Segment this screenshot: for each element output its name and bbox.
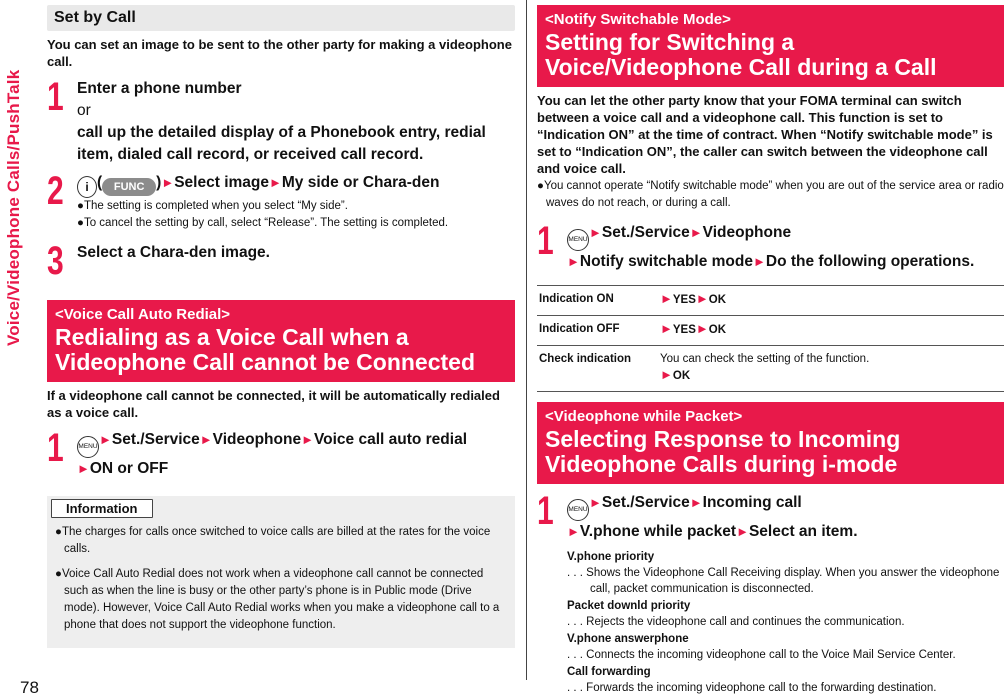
- left-column: [47, 0, 515, 648]
- step-2: 2 i ( FUNC )►Select image►My side or Chara-den ●The setting is completed when you select “My side”. ●To cancel the setting by call, select “Release”. The setting is completed.: [47, 172, 515, 232]
- table-row: [537, 346, 1004, 392]
- auto-redial-intro: If a videophone call cannot be connected, it will be automatically redialed as a voice call.: [47, 388, 500, 420]
- path-item: ON or OFF: [89, 460, 169, 477]
- section-subtitle: <Videophone while Packet>: [545, 408, 743, 425]
- arrow-icon: ►: [695, 321, 709, 336]
- path-item: Notify switchable mode: [579, 253, 753, 270]
- column-divider: [526, 0, 527, 680]
- arrow-icon: ►: [736, 524, 749, 539]
- row-action: You can check the setting of the function. ►OK: [658, 346, 1004, 392]
- arrow-icon: ►: [99, 432, 112, 447]
- option-name: V.phone priority: [567, 551, 655, 563]
- notify-step-1: [537, 219, 1004, 273]
- path-item: Set./Service: [111, 431, 200, 448]
- menu-key-icon: MENU: [567, 229, 589, 251]
- step-number: 2: [47, 169, 64, 213]
- bullet-note: ●The setting is completed when you select “My side”.: [77, 200, 348, 212]
- option-name: Packet downld priority: [567, 600, 691, 612]
- arrow-icon: ►: [199, 432, 213, 447]
- path-item: Videophone: [702, 224, 792, 241]
- list-item: [567, 598, 1004, 630]
- path-item: Do the following operations.: [765, 253, 975, 270]
- func-key-icon: FUNC: [102, 178, 156, 196]
- arrow-icon: ►: [567, 524, 580, 539]
- menu-key-icon: MENU: [77, 436, 99, 458]
- info-note: ●The charges for calls once switched to voice calls are billed at the rates for the voice calls.: [55, 526, 491, 555]
- list-item: [567, 631, 1004, 663]
- list-item: [567, 664, 1004, 696]
- set-by-call-intro: You can set an image to be sent to the other party for making a videophone call.: [47, 37, 512, 69]
- notify-intro: You can let the other party know that your FOMA terminal can switch between a voice call and a videophone call. This function is set to “Indication ON” at the time of contract. When “Notify switchable mode” is set to “Indication ON”, the caller can switch between the videophone call and voice call.: [537, 93, 993, 176]
- side-tab-label: Voice/Videophone Calls/PushTalk: [4, 70, 23, 347]
- arrow-icon: ►: [161, 175, 175, 190]
- section-subtitle: <Voice Call Auto Redial>: [55, 306, 231, 323]
- auto-redial-header: [47, 300, 515, 382]
- option-desc: . . . Rejects the videophone call and continues the communication.: [567, 616, 905, 628]
- set-by-call-header: Set by Call: [47, 5, 515, 31]
- side-tab: [0, 70, 40, 670]
- packet-step-1: [537, 489, 1004, 543]
- step-number: 3: [47, 239, 64, 283]
- row-label: Indication OFF: [537, 316, 658, 346]
- path-item: Set./Service: [601, 224, 690, 241]
- information-label: Information: [51, 499, 153, 518]
- right-column: [537, 0, 1004, 697]
- arrow-icon: ►: [689, 495, 703, 510]
- section-title: Redialing as a Voice Call when a Videophone Call cannot be Connected: [55, 324, 476, 375]
- info-note: ●Voice Call Auto Redial does not work when a videophone call cannot be connected such as when the line is busy or the other party’s phone is in Public mode (Drive mode). However, Voice Call Auto Redial works when you make a videophone call to a phone that does not support the videophone function.: [55, 568, 500, 631]
- section-title: Setting for Switching a Voice/Videophone Call during a Call: [545, 29, 937, 80]
- information-box: [47, 496, 515, 648]
- arrow-icon: ►: [301, 432, 314, 447]
- path-item: Select an item.: [748, 523, 858, 540]
- path-item: Voice call auto redial: [313, 431, 468, 448]
- arrow-icon: ►: [695, 291, 709, 306]
- option-desc: . . . Connects the incoming videophone call to the Voice Mail Service Center.: [567, 649, 956, 661]
- arrow-icon: ►: [753, 254, 766, 269]
- step1-line1: Enter a phone number: [77, 80, 242, 97]
- step-3: [47, 239, 515, 283]
- table-row: [537, 316, 1004, 346]
- arrow-icon: ►: [660, 291, 673, 306]
- auto-redial-step-1: [47, 426, 515, 480]
- arrow-icon: ►: [77, 461, 90, 476]
- step1-or: or: [77, 102, 91, 119]
- packet-option-list: [567, 549, 1004, 696]
- row-label: Check indication: [537, 346, 658, 392]
- step2-select-image: Select image: [174, 174, 269, 191]
- table-row: [537, 286, 1004, 316]
- arrow-icon: ►: [589, 495, 602, 510]
- step-number: 1: [537, 489, 554, 533]
- section-title: Selecting Response to Incoming Videophone Calls during i-mode: [545, 426, 901, 477]
- option-desc: . . . Forwards the incoming videophone call to the forwarding destination.: [567, 682, 937, 694]
- notify-options-table: [537, 285, 1004, 392]
- list-item: [567, 549, 1004, 597]
- bullet-note: ●To cancel the setting by call, select “Release”. The setting is completed.: [77, 217, 449, 229]
- step-number: 1: [47, 426, 64, 470]
- option-name: V.phone answerphone: [567, 633, 689, 645]
- videophone-packet-header: [537, 402, 1004, 484]
- step2-option: My side or Chara-den: [281, 174, 440, 191]
- arrow-icon: ►: [567, 254, 580, 269]
- i-mode-key-icon: i: [77, 176, 97, 198]
- path-item: Videophone: [212, 431, 302, 448]
- section-subtitle: <Notify Switchable Mode>: [545, 11, 731, 28]
- notify-note: ●You cannot operate “Notify switchable mode” when you are out of the service area or radio waves do not reach, or during a call.: [537, 180, 1004, 209]
- notify-switchable-header: [537, 5, 1004, 87]
- page-number: 78: [20, 678, 39, 697]
- row-action: ►YES►OK: [658, 316, 1004, 346]
- path-item: V.phone while packet: [579, 523, 737, 540]
- arrow-icon: ►: [269, 175, 282, 190]
- step3-text: Select a Chara-den image.: [77, 244, 270, 261]
- arrow-icon: ►: [660, 367, 673, 382]
- option-desc: . . . Shows the Videophone Call Receiving display. When you answer the videophone call, packet communication is disconnected.: [567, 567, 1000, 595]
- row-action: ►YES►OK: [658, 286, 1004, 316]
- step-number: 1: [47, 75, 64, 119]
- step-1: [47, 75, 515, 166]
- path-item: Incoming call: [702, 494, 802, 511]
- option-name: Call forwarding: [567, 666, 651, 678]
- row-label: Indication ON: [537, 286, 658, 316]
- path-item: Set./Service: [601, 494, 690, 511]
- arrow-icon: ►: [589, 225, 602, 240]
- menu-key-icon: MENU: [567, 499, 589, 521]
- step1-line2: call up the detailed display of a Phonebook entry, redial item, dialed call record, or received call record.: [77, 124, 486, 163]
- step-number: 1: [537, 219, 554, 263]
- arrow-icon: ►: [689, 225, 703, 240]
- arrow-icon: ►: [660, 321, 673, 336]
